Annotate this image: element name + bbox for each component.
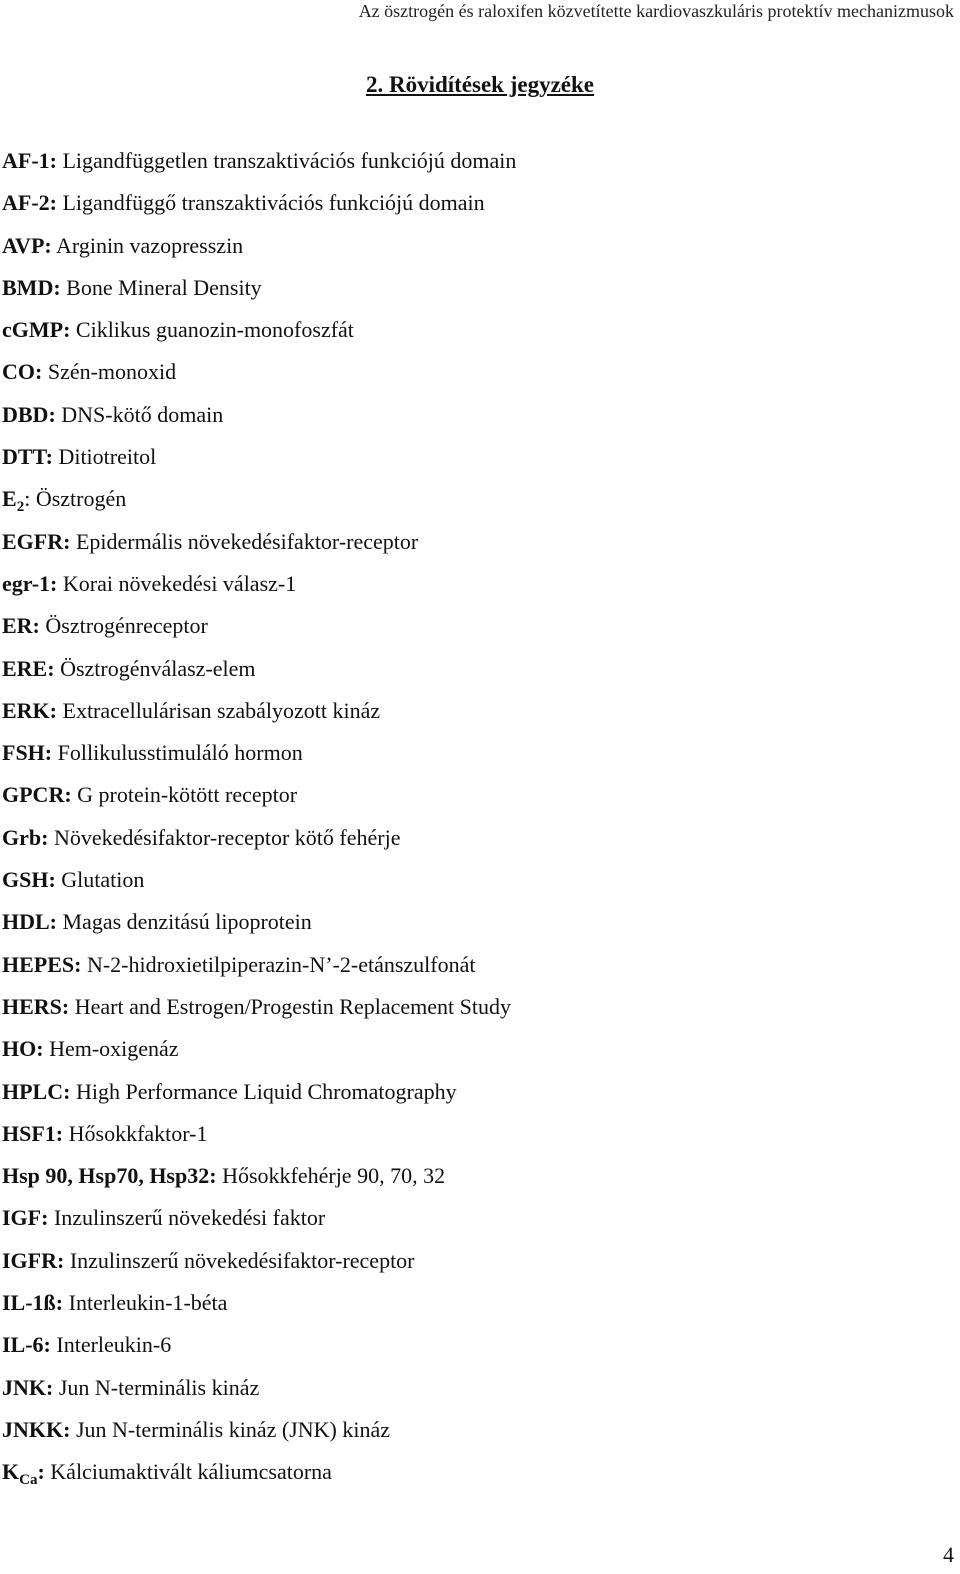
abbreviation-item [2, 271, 516, 313]
abbreviation-definition: Magas denzitású lipoprotein [62, 909, 312, 935]
abbreviation-definition: Ösztrogénválasz-elem [60, 655, 256, 681]
abbreviation-definition: Ligandfüggetlen transzaktivációs funkciójú domain [62, 148, 517, 173]
abbreviation-subscript: 2 [16, 499, 25, 516]
abbreviation-term-text: Hsp 90, Hsp70, Hsp32: [2, 1163, 217, 1189]
abbreviation-definition: Extracellulárisan szabályozott kináz [62, 697, 381, 723]
abbreviation-term [2, 1248, 64, 1273]
abbreviation-item [2, 144, 516, 186]
abbreviation-term-text: AF-2: [2, 190, 57, 216]
abbreviation-item [2, 398, 516, 440]
abbreviation-term-text: E [2, 486, 17, 512]
abbreviation-term [2, 359, 42, 384]
abbreviation-term-text: HDL: [2, 909, 57, 935]
abbreviation-term-text: GSH: [2, 867, 56, 893]
abbreviation-definition: High Performance Liquid Chromatography [75, 1078, 457, 1104]
abbreviation-subscript: Ca [19, 1472, 38, 1489]
abbreviation-item [2, 863, 516, 905]
abbreviation-term [2, 825, 48, 850]
abbreviation-term-text: HO: [2, 1036, 44, 1062]
abbreviation-term-text: cGMP: [2, 317, 71, 343]
abbreviation-item [2, 990, 516, 1032]
abbreviation-colon: : [24, 486, 31, 512]
abbreviation-term [2, 1459, 45, 1489]
abbreviation-item [2, 1328, 516, 1370]
abbreviation-term [2, 1417, 70, 1442]
abbreviation-term-text: JNKK: [2, 1416, 71, 1442]
abbreviation-definition: DNS-kötő domain [61, 401, 224, 427]
abbreviation-term [2, 782, 72, 807]
abbreviation-item [2, 1075, 516, 1117]
abbreviation-term [2, 444, 53, 469]
abbreviation-list [2, 144, 516, 1498]
abbreviation-term [2, 1121, 63, 1146]
abbreviation-term-text: AVP: [2, 232, 52, 258]
abbreviation-item [2, 1371, 516, 1413]
abbreviation-definition: G protein-kötött receptor [77, 782, 298, 808]
abbreviation-item [2, 1413, 516, 1455]
abbreviation-term-text: DBD: [2, 401, 56, 427]
abbreviation-term [2, 1290, 63, 1315]
abbreviation-term-text: IL-1ß: [2, 1290, 64, 1316]
abbreviation-definition: Ösztrogénreceptor [45, 613, 208, 639]
abbreviation-definition: Ciklikus guanozin-monofoszfát [75, 317, 354, 343]
abbreviation-definition: Interleukin-6 [56, 1332, 172, 1358]
abbreviation-term-text: IGFR: [2, 1247, 65, 1273]
abbreviation-definition: Epidermális növekedésifaktor-receptor [75, 528, 419, 554]
abbreviation-definition: Glutation [61, 867, 145, 893]
abbreviation-item [2, 1159, 516, 1201]
abbreviation-term [2, 1375, 53, 1400]
abbreviation-definition: Növekedésifaktor-receptor kötő fehérje [53, 824, 401, 850]
abbreviation-definition: Heart and Estrogen/Progestin Replacement Study [74, 993, 511, 1019]
abbreviation-term [2, 656, 55, 681]
abbreviation-term [2, 1163, 217, 1188]
abbreviation-item [2, 821, 516, 863]
abbreviation-item [2, 652, 516, 694]
page-number: 4 [943, 1542, 954, 1567]
abbreviation-term-text: Grb: [2, 824, 49, 850]
abbreviation-term [2, 486, 31, 516]
abbreviation-item [2, 1032, 516, 1074]
abbreviation-colon: : [37, 1459, 45, 1485]
abbreviation-definition: Korai növekedési válasz-1 [62, 570, 297, 596]
abbreviation-term-text: ERK: [2, 697, 57, 723]
abbreviation-definition: Hősokkfehérje 90, 70, 32 [222, 1163, 446, 1189]
abbreviation-term-text: HERS: [2, 993, 70, 1019]
abbreviation-item [2, 736, 516, 778]
abbreviation-term-text: AF-1: [2, 148, 57, 173]
running-header: Az ösztrogén és raloxifen közvetítette kardiovaszkuláris protektív mechanizmusok [358, 1, 954, 21]
abbreviation-definition: Hem-oxigenáz [49, 1036, 179, 1062]
abbreviation-term [2, 571, 57, 596]
abbreviation-term [2, 740, 52, 765]
abbreviation-item [2, 482, 516, 524]
abbreviation-term [2, 317, 70, 342]
abbreviation-term [2, 1205, 48, 1230]
abbreviation-term [2, 1036, 44, 1061]
abbreviation-item [2, 440, 516, 482]
abbreviation-definition: Hősokkfaktor-1 [68, 1120, 208, 1146]
abbreviation-term-text: HPLC: [2, 1078, 71, 1104]
abbreviation-item [2, 1201, 516, 1243]
abbreviation-term-text: GPCR: [2, 782, 72, 808]
abbreviation-definition: Jun N-terminális kináz [58, 1374, 260, 1400]
abbreviation-term-text: BMD: [2, 274, 61, 300]
abbreviation-item [2, 186, 516, 228]
abbreviation-definition: Follikulusstimuláló hormon [57, 740, 303, 766]
abbreviation-item [2, 1117, 516, 1159]
abbreviation-item [2, 229, 516, 271]
abbreviation-term [2, 1332, 51, 1357]
abbreviation-term-text: EGFR: [2, 528, 71, 554]
abbreviation-term [2, 1079, 70, 1104]
abbreviation-definition: Bone Mineral Density [66, 274, 262, 300]
abbreviation-definition: Ösztrogén [35, 486, 127, 512]
abbreviation-term-text: HEPES: [2, 951, 82, 977]
abbreviation-item [2, 567, 516, 609]
abbreviation-definition: Ditiotreitol [58, 444, 157, 470]
abbreviation-item [2, 694, 516, 736]
section-title: 2. Rövidítések jegyzéke [365, 72, 595, 97]
abbreviation-item [2, 948, 516, 990]
abbreviation-item [2, 609, 516, 651]
abbreviation-definition: Arginin vazopresszin [56, 232, 244, 258]
abbreviation-term [2, 529, 70, 554]
abbreviation-definition: Inzulinszerű növekedési faktor [53, 1205, 326, 1231]
abbreviation-term-text: DTT: [2, 444, 53, 470]
abbreviation-item [2, 1244, 516, 1286]
abbreviation-item [2, 1286, 516, 1328]
abbreviation-term-text: CO: [2, 359, 43, 385]
abbreviation-term-text: K [2, 1459, 20, 1485]
abbreviation-term-text: JNK: [2, 1374, 54, 1400]
abbreviation-definition: Interleukin-1-béta [68, 1290, 228, 1316]
abbreviation-definition: N-2-hidroxietilpiperazin-N’-2-etánszulfonát [86, 951, 476, 977]
abbreviation-definition: Jun N-terminális kináz (JNK) kináz [75, 1416, 390, 1442]
abbreviation-term-text: HSF1: [2, 1120, 64, 1146]
abbreviation-item [2, 778, 516, 820]
abbreviation-term [2, 952, 81, 977]
abbreviation-term [2, 698, 57, 723]
abbreviation-item [2, 525, 516, 567]
abbreviation-term-text: ER: [2, 613, 40, 639]
abbreviation-item [2, 313, 516, 355]
abbreviation-term-text: IGF: [2, 1205, 49, 1231]
abbreviation-term-text: egr-1: [2, 570, 58, 596]
abbreviation-item [2, 355, 516, 397]
abbreviation-term-text: FSH: [2, 740, 53, 766]
abbreviation-term [2, 233, 52, 258]
abbreviation-definition: Kálciumaktivált káliumcsatorna [50, 1459, 332, 1485]
abbreviation-term [2, 909, 57, 934]
abbreviation-term-text: ERE: [2, 655, 55, 681]
abbreviation-definition: Inzulinszerű növekedésifaktor-receptor [69, 1247, 415, 1273]
abbreviation-term [2, 148, 57, 173]
abbreviation-definition: Szén-monoxid [47, 359, 177, 385]
abbreviation-item [2, 1455, 516, 1497]
abbreviation-definition: Ligandfüggő transzaktivációs funkciójú domain [62, 190, 485, 216]
abbreviation-term [2, 867, 56, 892]
abbreviation-term [2, 190, 57, 215]
abbreviation-term [2, 402, 56, 427]
abbreviation-term [2, 994, 69, 1019]
abbreviation-item [2, 905, 516, 947]
abbreviation-term-text: IL-6: [2, 1332, 51, 1358]
abbreviation-term [2, 275, 61, 300]
abbreviation-term [2, 613, 40, 638]
